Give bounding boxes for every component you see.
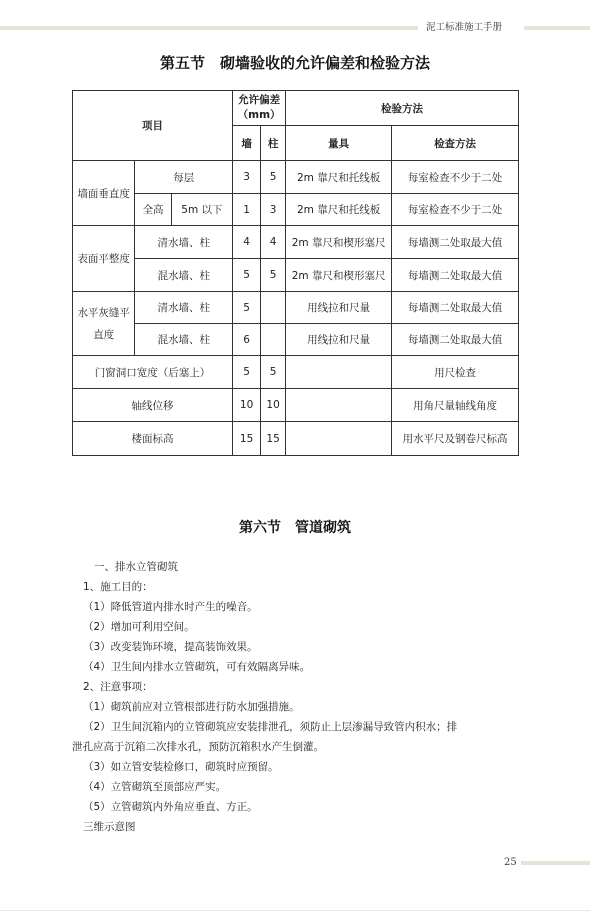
header-check: 检查方法 (392, 126, 519, 161)
cell-check: 每墙测二处取最大值 (392, 292, 519, 324)
row-label: 水平灰缝平直度 (73, 292, 135, 356)
header-wall: 墙 (233, 126, 261, 161)
cell-column: 5 (261, 259, 286, 292)
cell-tool: 2m 靠尺和楔形塞尺 (286, 226, 392, 259)
body-line: 泄孔应高于沉箱二次排水孔，预防沉箱积水产生倒灌。 (72, 741, 324, 753)
cell-tool (286, 389, 392, 422)
body-line: （1）降低管道内排水时产生的噪音。 (83, 601, 258, 613)
row-label: 楼面标高 (73, 422, 233, 456)
cell-wall: 5 (233, 356, 261, 389)
cell-column: 5 (261, 356, 286, 389)
body-line: 2、注意事项： (83, 681, 153, 693)
header-column: 柱 (261, 126, 286, 161)
row-sub: 清水墙、柱 (135, 226, 233, 259)
body-line: （2）卫生间沉箱内的立管砌筑应安装排泄孔，须防止上层渗漏导致管内积水；排 (83, 721, 458, 733)
cell-column: 15 (261, 422, 286, 456)
cell-column: 4 (261, 226, 286, 259)
body-line: （3）如立管安装检修口，砌筑时应预留。 (83, 761, 279, 773)
cell-wall: 10 (233, 389, 261, 422)
cell-wall: 15 (233, 422, 261, 456)
section5-title: 第五节 砌墙验收的允许偏差和检验方法 (159, 54, 430, 72)
header-allowance: 允许偏差（mm） (233, 91, 286, 126)
body-line: 1、施工目的： (83, 581, 153, 593)
row-sub: 混水墙、柱 (135, 259, 233, 292)
header-method: 检验方法 (286, 91, 519, 126)
body-line: （4）卫生间内排水立管砌筑，可有效隔离异味。 (83, 661, 311, 673)
row-sub: 每层 (135, 161, 233, 194)
cell-column (261, 324, 286, 356)
cell-column: 5 (261, 161, 286, 194)
cell-tool: 用线拉和尺量 (286, 324, 392, 356)
header-rule-right (524, 26, 590, 30)
cell-wall: 1 (233, 194, 261, 226)
cell-tool (286, 356, 392, 389)
body-line: （3）改变装饰环境，提高装饰效果。 (83, 641, 258, 653)
footer-rule (521, 861, 590, 865)
cell-tool: 2m 靠尺和托线板 (286, 194, 392, 226)
cell-tool: 用线拉和尺量 (286, 292, 392, 324)
row-sub: 全高 (135, 194, 171, 226)
cell-tool: 2m 靠尺和托线板 (286, 161, 392, 194)
cell-column: 3 (261, 194, 286, 226)
row-label: 门窗洞口宽度（后塞上） (73, 356, 233, 389)
cell-check: 用水平尺及钢卷尺标高 (392, 422, 519, 456)
section6-body (0, 557, 590, 837)
page-number: 25 (504, 857, 517, 868)
header-item: 项目 (73, 91, 233, 161)
cell-check: 每室检查不少于二处 (392, 194, 519, 226)
cell-check: 每墙测二处取最大值 (392, 324, 519, 356)
cell-check: 用角尺量轴线角度 (392, 389, 519, 422)
row-sub2: 5m 以下 (171, 194, 232, 226)
page-bottom-rule (0, 910, 590, 911)
cell-check: 每墙测二处取最大值 (392, 259, 519, 292)
section6-title: 第六节 管道砌筑 (239, 520, 351, 536)
row-sub: 清水墙、柱 (135, 292, 233, 324)
cell-wall: 5 (233, 292, 261, 324)
tolerance-table (72, 90, 519, 456)
cell-column: 10 (261, 389, 286, 422)
header-rule-left (0, 26, 418, 30)
cell-wall: 4 (233, 226, 261, 259)
cell-tool (286, 422, 392, 456)
running-header: 泥工标准施工手册 (426, 22, 503, 33)
cell-wall: 5 (233, 259, 261, 292)
body-line: 一、排水立管砌筑 (94, 561, 178, 573)
cell-check: 每墙测二处取最大值 (392, 226, 519, 259)
body-line: （2）增加可利用空间。 (83, 621, 195, 633)
cell-tool: 2m 靠尺和楔形塞尺 (286, 259, 392, 292)
cell-wall: 3 (233, 161, 261, 194)
body-line: （1）砌筑前应对立管根部进行防水加强措施。 (83, 701, 300, 713)
body-line: 三维示意图 (83, 821, 136, 833)
cell-column (261, 292, 286, 324)
cell-check: 用尺检查 (392, 356, 519, 389)
cell-check: 每室检查不少于二处 (392, 161, 519, 194)
header-tool: 量具 (286, 126, 392, 161)
body-line: （5）立管砌筑内外角应垂直、方正。 (83, 801, 258, 813)
cell-wall: 6 (233, 324, 261, 356)
row-label: 墙面垂直度 (73, 161, 135, 226)
body-line: （4）立管砌筑至顶部应严实。 (83, 781, 227, 793)
row-sub: 混水墙、柱 (135, 324, 233, 356)
row-label: 表面平整度 (73, 226, 135, 292)
row-label: 轴线位移 (73, 389, 233, 422)
